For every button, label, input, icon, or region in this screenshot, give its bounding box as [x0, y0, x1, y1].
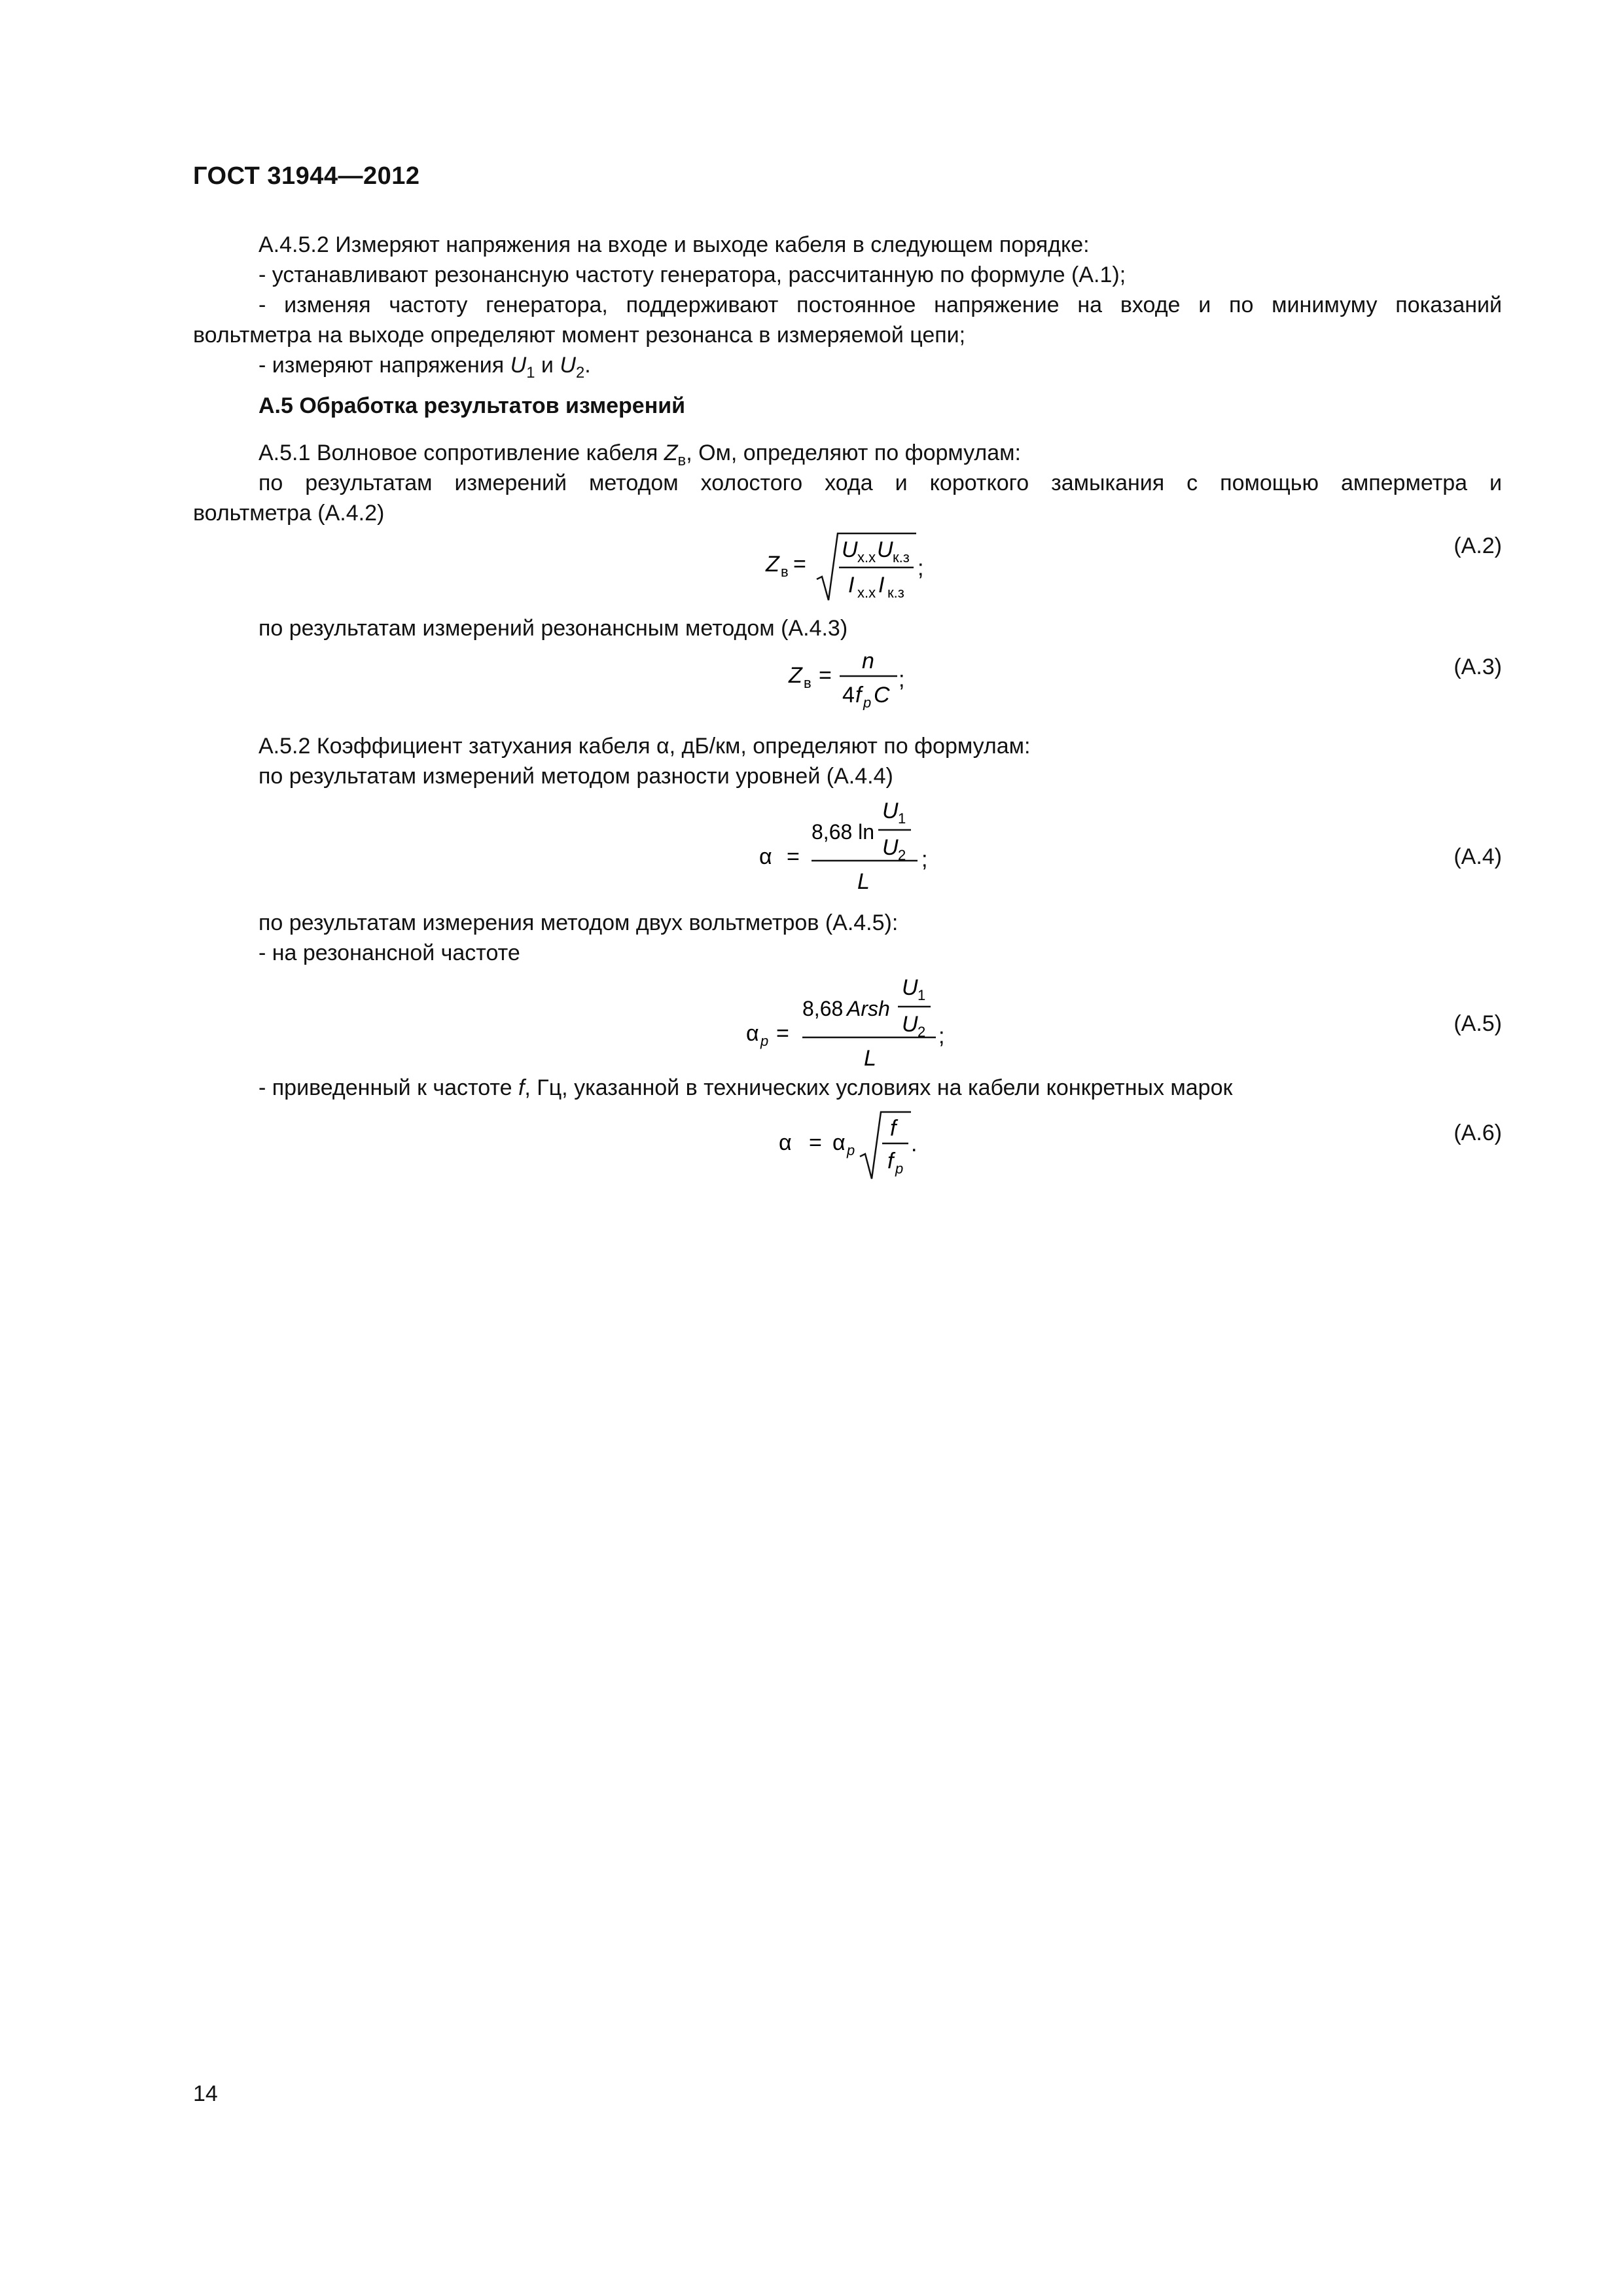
formula-operator: =	[787, 844, 800, 869]
formula-subscript: в	[804, 675, 812, 691]
paragraph-line: по результатам измерений методом разности уровней (А.4.4)	[259, 764, 893, 789]
greek-symbol: α	[656, 734, 669, 759]
paragraph-line	[259, 351, 591, 380]
radical-sign	[860, 1112, 911, 1179]
formula-subscript: 2	[918, 1024, 926, 1040]
text-span: - измеряют напряжения	[259, 353, 510, 378]
formula-symbol: U	[877, 537, 893, 562]
paragraph-line: - изменяя частоту генератора, поддерживают постоянное напряжение на входе и по минимуму показаний	[259, 293, 1502, 317]
formula-punct: .	[911, 1132, 918, 1157]
formula-symbol: α	[832, 1130, 846, 1155]
formula-symbol: U	[842, 537, 858, 562]
formula-symbol: L	[864, 1046, 876, 1071]
paragraph-line	[259, 1073, 1232, 1102]
formula-a6	[772, 1103, 942, 1185]
equation-number: (А.2)	[1454, 533, 1502, 558]
formula-subscript: 2	[898, 847, 906, 863]
formula-punct: ;	[921, 847, 928, 872]
paragraph-line	[259, 732, 1030, 761]
formula-coefficient: 8,68	[802, 997, 844, 1020]
paragraph-line: по результатам измерений резонансным методом (А.4.3)	[259, 616, 848, 641]
text-span: , дБ/км, определяют по формулам:	[669, 734, 1031, 759]
formula-symbol: I	[848, 573, 855, 598]
formula-symbol: C	[874, 683, 890, 708]
formula-coefficient: 8,68 ln	[812, 820, 875, 844]
page-number: 14	[193, 2081, 218, 2106]
formula-subscript: p	[895, 1160, 904, 1177]
paragraph-line: - устанавливают резонансную частоту генератора, рассчитанную по формуле (А.1);	[259, 262, 1126, 287]
formula-symbol: f	[887, 1149, 894, 1174]
formula-symbol: f	[890, 1116, 897, 1141]
formula-symbol: α	[746, 1021, 759, 1046]
formula-subscript: 1	[898, 810, 906, 827]
subscript: в	[677, 452, 687, 469]
equation-number: (А.4)	[1454, 844, 1502, 869]
formula-symbol: α	[779, 1130, 792, 1155]
formula-symbol: U	[902, 975, 918, 1000]
formula-number: 4	[842, 683, 855, 708]
subscript: 1	[526, 364, 535, 382]
formula-operator: =	[793, 552, 806, 577]
paragraph-line: вольтметра на выходе определяют момент резонанса в измеряемой цепи;	[193, 323, 966, 348]
formula-a2	[759, 527, 942, 609]
formula-symbol: f	[855, 683, 862, 708]
paragraph-line: - на резонансной частоте	[259, 941, 520, 965]
variable: U	[560, 353, 576, 378]
formula-punct: ;	[899, 667, 905, 692]
formula-symbol: U	[882, 835, 899, 860]
variable: f	[518, 1075, 525, 1100]
paragraph-line: А.4.5.2 Измеряют напряжения на входе и выходе кабеля в следующем порядке:	[259, 232, 1090, 257]
variable: U	[510, 353, 527, 378]
text-span: А.5.2 Коэффициент затухания кабеля	[259, 734, 656, 759]
equation-number: (А.6)	[1454, 1121, 1502, 1145]
equation-number: (А.3)	[1454, 655, 1502, 679]
formula-subscript: к.з	[887, 584, 904, 601]
formula-symbol: Z	[766, 552, 779, 577]
formula-operator: =	[776, 1021, 789, 1046]
paragraph-line: по результатам измерений методом холостого хода и короткого замыкания с помощью амперметра и	[259, 471, 1502, 495]
formula-subscript: p	[760, 1033, 769, 1049]
text-span: и	[535, 353, 560, 378]
formula-a4	[753, 792, 942, 900]
formula-symbol: α	[759, 844, 772, 869]
section-heading: А.5 Обработка результатов измерений	[259, 393, 686, 418]
formula-symbol: I	[878, 573, 885, 598]
formula-punct: ;	[938, 1024, 945, 1049]
formula-symbol: U	[882, 798, 899, 823]
formula-symbol: Z	[789, 663, 802, 688]
variable: Z	[664, 440, 678, 465]
paragraph-line: по результатам измерения методом двух вольтметров (А.4.5):	[259, 910, 899, 935]
formula-subscript: в	[781, 564, 789, 580]
paragraph-line: вольтметра (А.4.2)	[193, 501, 385, 526]
formula-subscript: p	[847, 1142, 855, 1158]
formula-subscript: х.х	[857, 549, 876, 565]
formula-function: Arsh	[847, 997, 890, 1020]
formula-symbol: L	[857, 869, 870, 894]
text-span: , Ом, определяют по формулам:	[686, 440, 1021, 465]
formula-punct: ;	[918, 556, 924, 581]
text-span: - приведенный к частоте	[259, 1075, 518, 1100]
text-span: А.5.1 Волновое сопротивление кабеля	[259, 440, 664, 465]
formula-subscript: p	[863, 694, 872, 710]
formula-operator: =	[809, 1130, 822, 1155]
subscript: 2	[575, 364, 585, 382]
paragraph-line	[259, 439, 1021, 467]
text-span: .	[584, 353, 591, 378]
formula-operator: =	[819, 663, 832, 688]
formula-symbol: U	[902, 1012, 918, 1037]
formula-subscript: к.з	[893, 549, 910, 565]
formula-subscript: 1	[918, 987, 926, 1003]
document-header: ГОСТ 31944—2012	[193, 162, 420, 190]
text-span: , Гц, указанной в технических условиях на кабели конкретных марок	[524, 1075, 1233, 1100]
equation-number: (А.5)	[1454, 1011, 1502, 1036]
formula-a3	[782, 645, 933, 710]
formula-a5	[740, 969, 962, 1077]
formula-subscript: х.х	[857, 584, 876, 601]
formula-symbol: n	[862, 649, 874, 673]
